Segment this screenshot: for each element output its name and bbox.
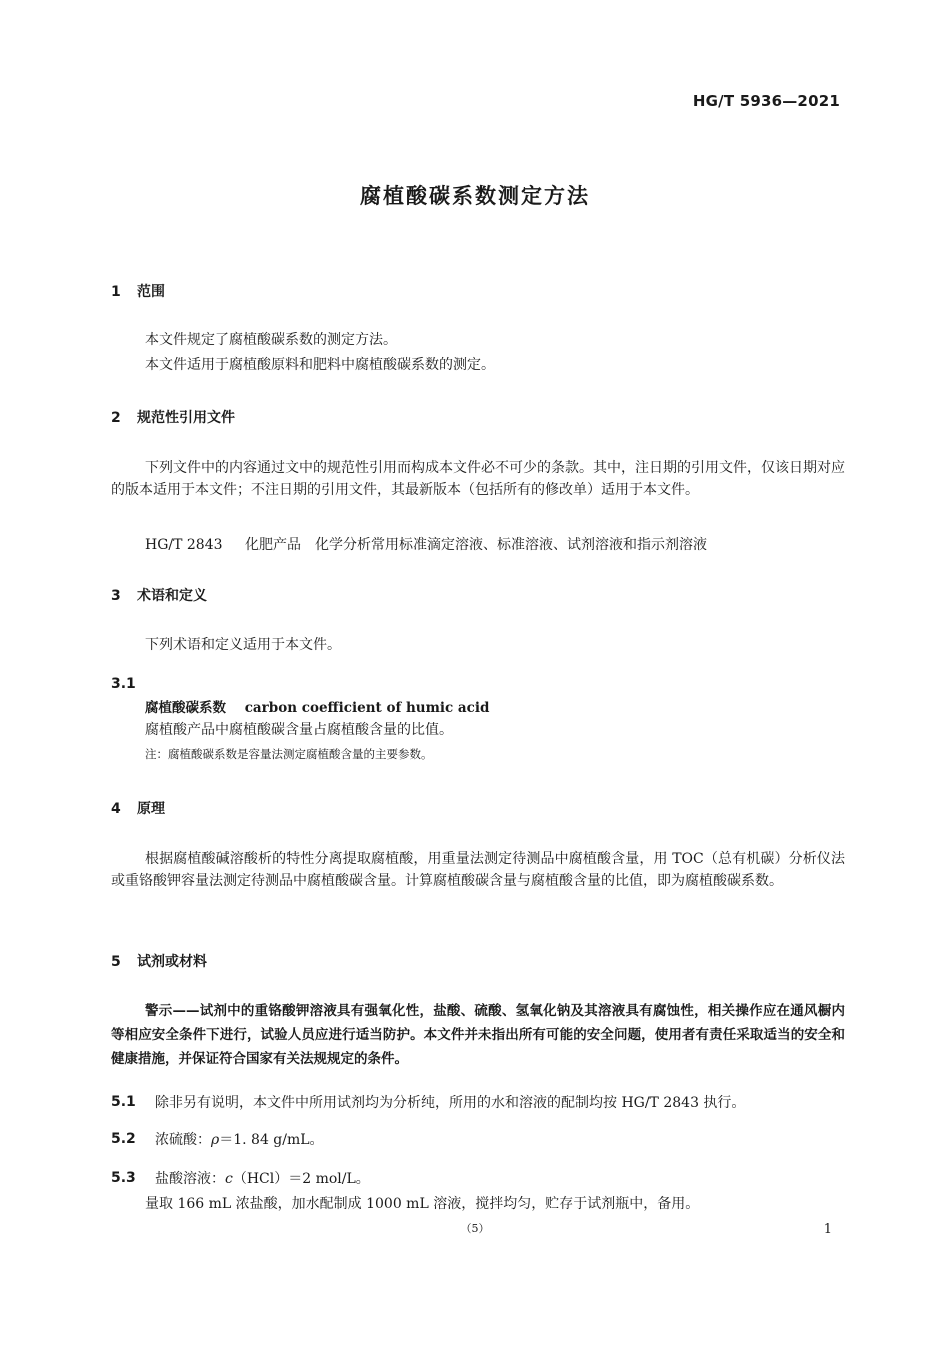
term-entry [145, 696, 489, 716]
clause-5-3-procedure: 量取 166 mL 浓盐酸，加水配制成 1000 mL 溶液，搅拌均匀，贮存于试剂瓶中，备用。 [145, 1196, 700, 1212]
section-1-para-2: 本文件适用于腐植酸原料和肥料中腐植酸碳系数的测定。 [145, 357, 495, 373]
clause-5-3-text [155, 1168, 370, 1190]
clause-5-2-number: 5.2 [111, 1131, 136, 1147]
term-english: carbon coefficient of humic acid [244, 700, 490, 716]
reference-code: HG/T 2843 [145, 537, 223, 553]
safety-warning: 警示——试剂中的重铬酸钾溶液具有强氧化性，盐酸、硫酸、氢氧化钠及其溶液具有腐蚀性，相关操作应在通风橱内等相应安全条件下进行，试验人员应进行适当防护。本文件并未指出所有可能的安全问题，使用者有责任采取适当的安全和健康措施，并保证符合国家有关法规规定的条件。 [111, 1003, 845, 1067]
section-1-para-1: 本文件规定了腐植酸碳系数的测定方法。 [145, 332, 397, 348]
section-title: 规范性引用文件 [137, 410, 235, 426]
reagent-label: 浓硫酸： [155, 1132, 211, 1148]
section-number: 1 [111, 284, 121, 300]
clause-5-3-number: 5.3 [111, 1170, 136, 1186]
page-label: （5） [460, 1222, 490, 1235]
concentration-symbol: c [225, 1171, 233, 1187]
reference-title: 化肥产品 化学分析常用标准滴定溶液、标准溶液、试剂溶液和指示剂溶液 [244, 537, 707, 553]
section-title: 原理 [137, 801, 165, 817]
document-title: 腐植酸碳系数测定方法 [360, 184, 590, 208]
section-3-heading [111, 585, 207, 605]
section-2-para-1: 下列文件中的内容通过文中的规范性引用而构成本文件必不可少的条款。其中，注日期的引用文件，仅该日期对应的版本适用于本文件；不注日期的引用文件，其最新版本（包括所有的修改单）适用于本文件。 [111, 460, 845, 498]
page-number: 1 [823, 1222, 832, 1237]
section-number: 4 [111, 801, 121, 817]
section-title: 试剂或材料 [137, 954, 207, 970]
term-definition: 腐植酸产品中腐植酸碳含量占腐植酸含量的比值。 [145, 722, 453, 738]
section-number: 2 [111, 410, 121, 426]
density-symbol: ρ [211, 1132, 220, 1148]
section-title: 术语和定义 [137, 588, 207, 604]
clause-5-1-text: 除非另有说明，本文件中所用试剂均为分析纯，所用的水和溶液的配制均按 HG/T 2843 执行。 [155, 1095, 746, 1111]
section-title: 范围 [137, 284, 165, 300]
clause-5-1-number: 5.1 [111, 1094, 136, 1110]
section-number: 5 [111, 954, 121, 970]
term-chinese: 腐植酸碳系数 [145, 700, 226, 716]
normative-reference [145, 534, 707, 556]
reagent-value: ＝1. 84 g/mL。 [219, 1132, 324, 1148]
section-number: 3 [111, 588, 121, 604]
section-4-heading [111, 798, 165, 818]
section-4-para-1: 根据腐植酸碱溶酸析的特性分离提取腐植酸，用重量法测定待测品中腐植酸含量，用 TOC（总有机碳）分析仪法或重铬酸钾容量法测定待测品中腐植酸碳含量。计算腐植酸碳含量与腐植酸含量的比值，即为腐植酸碳系数。 [111, 851, 845, 889]
clause-3-1-number: 3.1 [111, 676, 136, 692]
section-3-para-1: 下列术语和定义适用于本文件。 [145, 637, 341, 653]
reagent-label: 盐酸溶液： [155, 1171, 225, 1187]
reagent-value: （HCl）＝2 mol/L。 [232, 1171, 370, 1187]
section-1-heading [111, 281, 165, 301]
term-note: 注：腐植酸碳系数是容量法测定腐植酸含量的主要参数。 [145, 747, 433, 761]
section-5-heading [111, 951, 207, 971]
section-2-heading [111, 407, 235, 427]
clause-5-2-text [155, 1129, 324, 1151]
standard-code: HG/T 5936—2021 [692, 92, 840, 110]
